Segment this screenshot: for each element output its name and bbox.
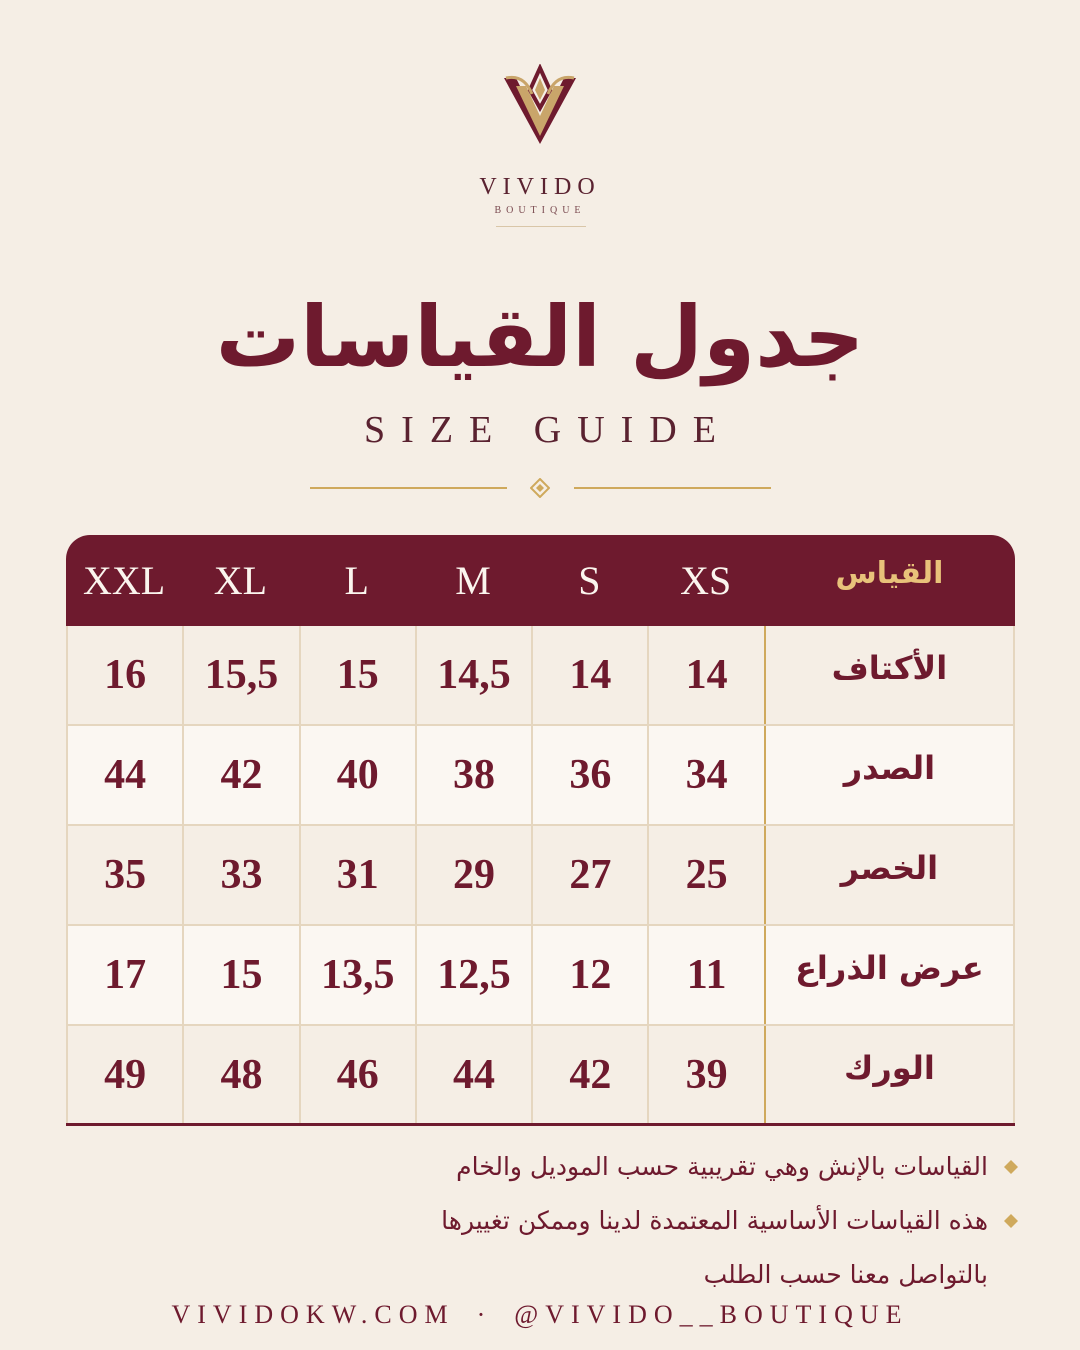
diamond-icon bbox=[530, 478, 550, 498]
table-row bbox=[66, 926, 1015, 1026]
table-cell: 11 bbox=[647, 926, 763, 1024]
note-text: بالتواصل معنا حسب الطلب bbox=[703, 1260, 988, 1289]
page-title-english: SIZE GUIDE bbox=[364, 409, 732, 451]
footer-separator: · bbox=[476, 1300, 493, 1329]
size-table bbox=[66, 535, 1015, 1126]
brand-subtitle: BOUTIQUE bbox=[494, 205, 586, 216]
table-cell: 12,5 bbox=[415, 926, 531, 1024]
table-cell: 44 bbox=[415, 1026, 531, 1123]
table-cell: 29 bbox=[415, 826, 531, 924]
divider-right bbox=[574, 487, 771, 489]
table-header bbox=[66, 535, 1015, 626]
size-header-xs: XS bbox=[680, 558, 732, 603]
table-cell: 39 bbox=[647, 1026, 763, 1123]
table-cell: 14,5 bbox=[415, 626, 531, 724]
size-header-xl: XL bbox=[213, 558, 268, 603]
table-cell: 34 bbox=[647, 726, 763, 824]
crown-v-icon bbox=[502, 64, 578, 146]
table-cell: 14 bbox=[531, 626, 647, 724]
table-cell: 46 bbox=[299, 1026, 415, 1123]
diamond-bullet-icon bbox=[1004, 1160, 1018, 1174]
table-cell: 13,5 bbox=[299, 926, 415, 1024]
table-cell: 42 bbox=[531, 1026, 647, 1123]
table-cell: 15 bbox=[299, 626, 415, 724]
table-row bbox=[66, 626, 1015, 726]
table-row bbox=[66, 1026, 1015, 1126]
social-handle[interactable]: @VIVIDO__BOUTIQUE bbox=[514, 1300, 909, 1329]
notes-list bbox=[228, 1140, 988, 1302]
table-row bbox=[66, 826, 1015, 926]
table-cell: 14 bbox=[647, 626, 763, 724]
table-cell: 31 bbox=[299, 826, 415, 924]
table-row bbox=[66, 726, 1015, 826]
divider-left bbox=[310, 487, 507, 489]
size-header-m: M bbox=[455, 558, 491, 603]
website-link[interactable]: VIVIDOKW.COM bbox=[171, 1300, 455, 1329]
note-item-continued bbox=[228, 1248, 988, 1302]
size-header-s: S bbox=[578, 558, 601, 603]
brand-name: VIVIDO bbox=[479, 174, 601, 200]
table-cell: 42 bbox=[182, 726, 298, 824]
table-cell: 36 bbox=[531, 726, 647, 824]
table-cell: 49 bbox=[66, 1026, 182, 1123]
table-cell: 12 bbox=[531, 926, 647, 1024]
size-header-l: L bbox=[344, 558, 369, 603]
table-cell: 15 bbox=[182, 926, 298, 1024]
note-text: القياسات بالإنش وهي تقريبية حسب الموديل والخام bbox=[456, 1152, 988, 1181]
diamond-bullet-icon bbox=[1004, 1214, 1018, 1228]
size-header-xxl: XXL bbox=[83, 558, 166, 603]
table-cell: 48 bbox=[182, 1026, 298, 1123]
table-cell: 44 bbox=[66, 726, 182, 824]
row-label: الخصر bbox=[764, 826, 1015, 924]
table-cell: 17 bbox=[66, 926, 182, 1024]
row-label: الأكتاف bbox=[764, 626, 1015, 724]
footer bbox=[0, 1300, 1080, 1330]
row-label: الورك bbox=[764, 1026, 1015, 1123]
row-label: الصدر bbox=[764, 726, 1015, 824]
brand-logo bbox=[0, 64, 1080, 146]
brand-underline bbox=[496, 226, 586, 227]
note-item bbox=[228, 1140, 988, 1194]
page-title-arabic: جدول القياسات bbox=[215, 288, 865, 386]
table-cell: 27 bbox=[531, 826, 647, 924]
table-cell: 38 bbox=[415, 726, 531, 824]
table-cell: 40 bbox=[299, 726, 415, 824]
table-cell: 35 bbox=[66, 826, 182, 924]
row-label: عرض الذراع bbox=[764, 926, 1015, 1024]
table-cell: 15,5 bbox=[182, 626, 298, 724]
note-text: هذه القياسات الأساسية المعتمدة لدينا وممكن تغييرها bbox=[441, 1206, 988, 1235]
measurement-header: القياس bbox=[835, 556, 944, 591]
note-item bbox=[228, 1194, 988, 1248]
table-cell: 33 bbox=[182, 826, 298, 924]
table-cell: 16 bbox=[66, 626, 182, 724]
table-cell: 25 bbox=[647, 826, 763, 924]
